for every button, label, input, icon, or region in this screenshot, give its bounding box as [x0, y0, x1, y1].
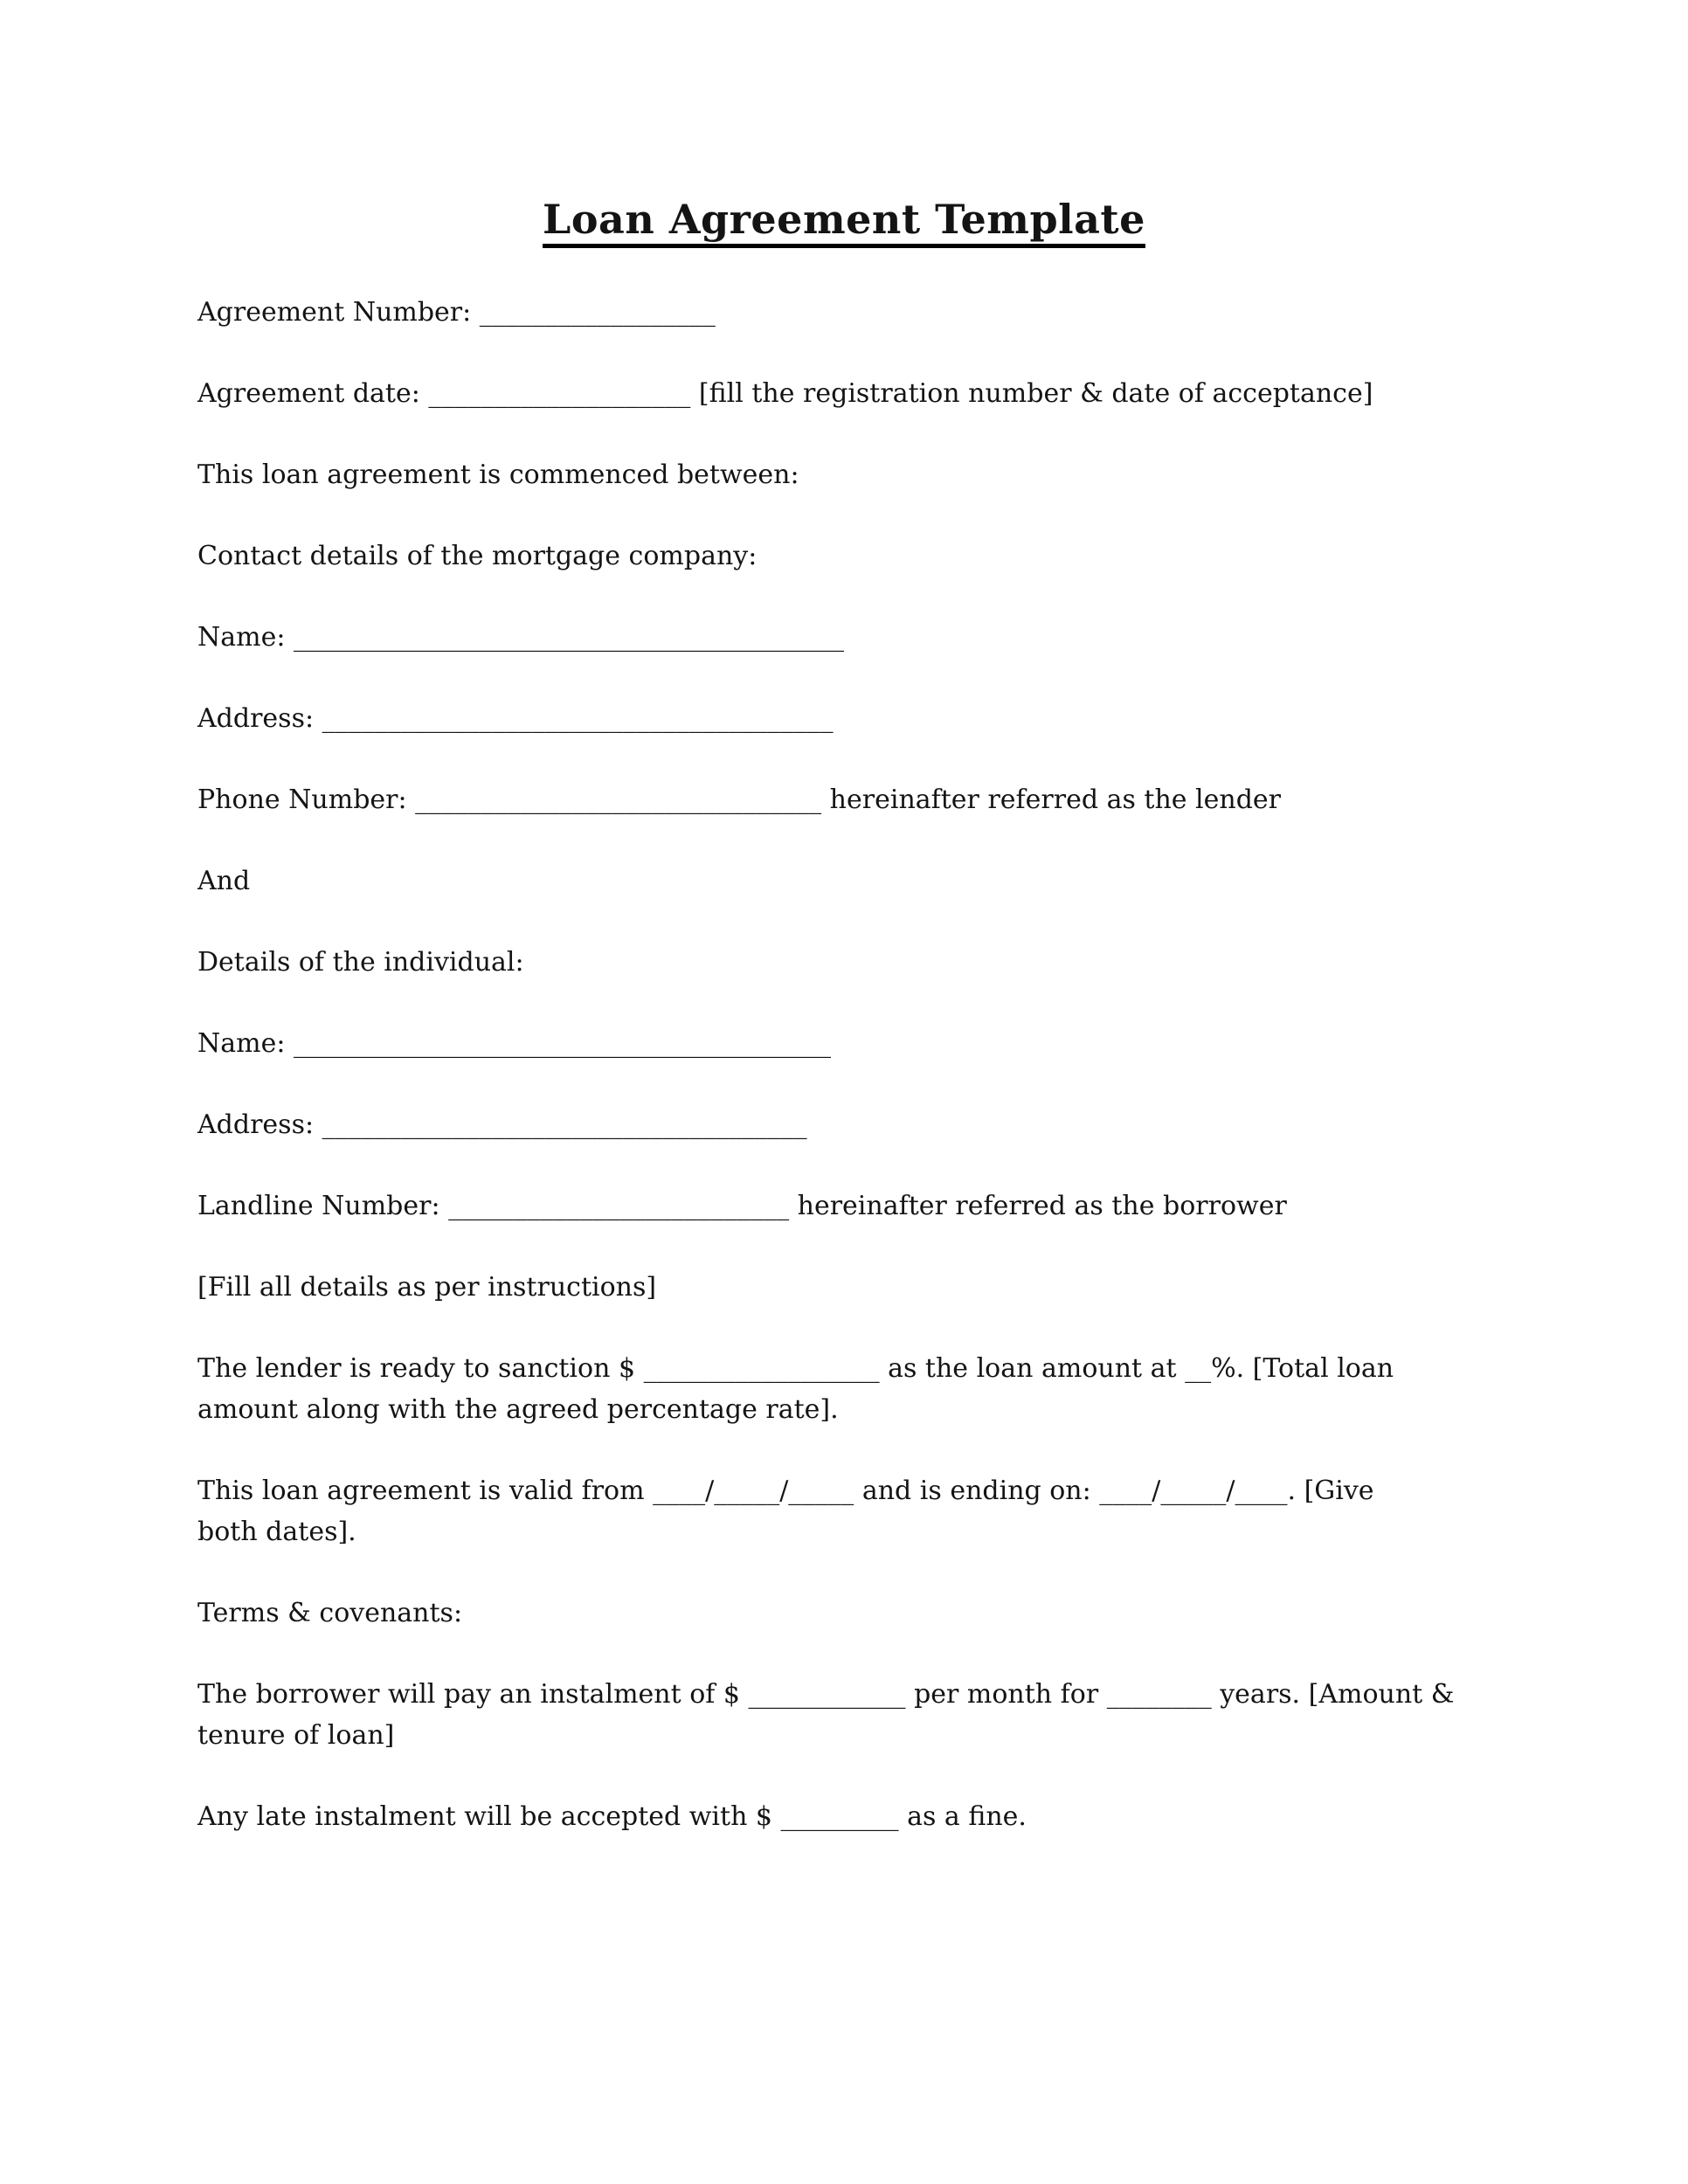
sanction-paragraph-line-1: The lender is ready to sanction $ __________________ as the loan amount at __%. [Total loan — [197, 1353, 1394, 1384]
validity-paragraph-line-2: both dates]. — [197, 1517, 356, 1547]
sanction-paragraph-line-2: amount along with the agreed percentage rate]. — [197, 1394, 839, 1425]
borrower-address-line: Address: _____________________________________ — [197, 1109, 807, 1140]
instalment-paragraph-line-2: tenure of loan] — [197, 1720, 395, 1751]
document-body — [0, 246, 1688, 1837]
agreement-number-line: Agreement Number: __________________ — [197, 297, 716, 328]
individual-details-heading: Details of the individual: — [197, 947, 524, 978]
late-instalment-fine-line: Any late instalment will be accepted with $ _________ as a fine. — [197, 1801, 1027, 1832]
page-title — [0, 0, 1688, 246]
terms-covenants-heading: Terms & covenants: — [197, 1598, 463, 1628]
fill-details-note: [Fill all details as per instructions] — [197, 1272, 657, 1303]
instalment-paragraph — [197, 1674, 1688, 1756]
borrower-landline-line: Landline Number: __________________________ hereinafter referred as the borrower — [197, 1191, 1287, 1221]
validity-paragraph-line-1: This loan agreement is valid from ____/_____/_____ and is ending on: ____/_____/____. [Give — [197, 1476, 1374, 1506]
instalment-paragraph-line-1: The borrower will pay an instalment of $ ____________ per month for ________ years. [Amount & — [197, 1679, 1455, 1710]
borrower-name-line: Name: _________________________________________ — [197, 1028, 831, 1059]
agreement-date-line: Agreement date: ____________________ [fill the registration number & date of acceptance] — [197, 378, 1373, 409]
lender-phone-line: Phone Number: _______________________________ hereinafter referred as the lender — [197, 784, 1282, 815]
and-separator-line: And — [197, 866, 251, 896]
mortgage-company-contact-heading: Contact details of the mortgage company: — [197, 541, 758, 571]
validity-paragraph — [197, 1470, 1688, 1552]
sanction-paragraph — [197, 1348, 1688, 1430]
lender-name-line: Name: __________________________________________ — [197, 622, 844, 653]
lender-address-line: Address: _______________________________________ — [197, 703, 834, 734]
page-title-text: Loan Agreement Template — [543, 196, 1145, 248]
commenced-between-line: This loan agreement is commenced between: — [197, 460, 799, 490]
